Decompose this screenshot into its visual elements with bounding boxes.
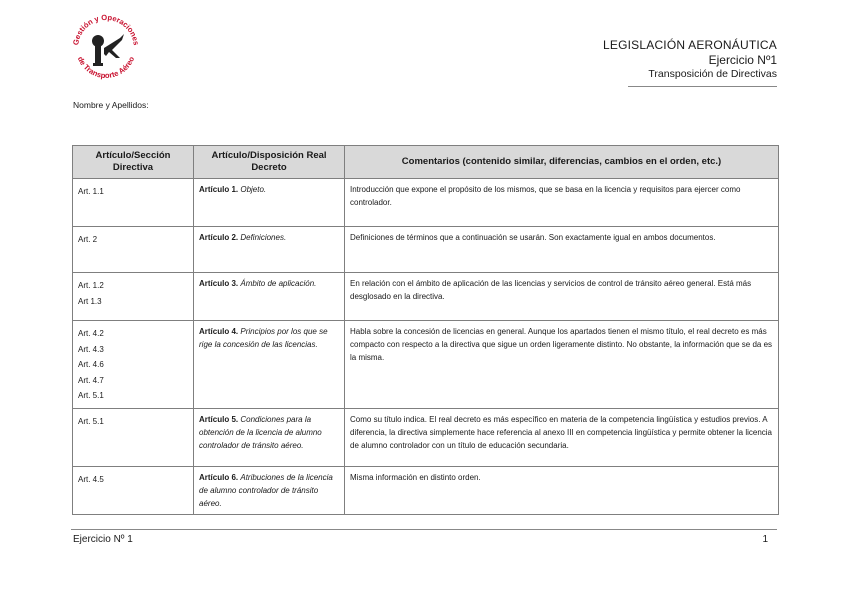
document-header	[603, 38, 777, 81]
directiva-article: Art. 4.7	[78, 375, 104, 385]
logo-emblem	[68, 8, 144, 84]
directiva-cell	[73, 273, 194, 321]
name-label: Nombre y Apellidos:	[73, 100, 149, 110]
logo-text-bottom: de Transporte Aéreo	[75, 55, 137, 81]
decreto-description: Principios por los que se rige la concesión de las licencias.	[199, 327, 328, 349]
footer-divider	[71, 529, 777, 530]
directiva-cell	[73, 179, 194, 227]
directiva-article: Art. 1.1	[78, 187, 104, 196]
decreto-article: Artículo 3.	[199, 279, 239, 288]
comment-cell: Como su título indica. El real decreto es más específico en materia de la competencia lingüística y estudios previos. A diferencia, la directiva simplemente hace referencia al anexo III en competencia lingüística y permite obtener la licencia de alumno controlador con un título de educación secundaria.	[345, 408, 779, 466]
directiva-article: Art. 2	[78, 235, 98, 244]
header-divider	[628, 86, 777, 87]
directiva-article: Art. 5.1	[78, 391, 104, 401]
comment-cell: Definiciones de términos que a continuación se usarán. Son exactamente igual en ambos documentos.	[345, 227, 779, 273]
decreto-cell	[194, 273, 345, 321]
directiva-cell	[73, 466, 194, 514]
column-header-comentarios: Comentarios (contenido similar, diferencias, cambios en el orden, etc.)	[345, 146, 779, 179]
table-row	[73, 408, 779, 466]
table-row	[73, 466, 779, 514]
table-header-row	[73, 146, 779, 179]
document-title: LEGISLACIÓN AERONÁUTICA	[603, 38, 777, 52]
table-row	[73, 321, 779, 409]
decreto-description: Objeto.	[240, 185, 267, 194]
decreto-description: Definiciones.	[240, 233, 287, 242]
decreto-article: Artículo 6.	[199, 472, 239, 482]
control-tower-icon	[92, 35, 104, 66]
decreto-cell	[194, 179, 345, 227]
decreto-cell	[194, 227, 345, 273]
table-row	[73, 273, 779, 321]
table-row	[73, 179, 779, 227]
comment-cell: Habla sobre la concesión de licencias en general. Aunque los apartados tienen el mismo título, el real decreto es más compacto con respecto a la directiva que sigue un orden ligeramente distinto. No obstante, la información que se da es la misma.	[345, 321, 779, 409]
directiva-article: Art. 1.2	[78, 281, 104, 290]
transposition-table	[72, 145, 779, 515]
footer-exercise-label: Ejercicio Nº 1	[73, 534, 133, 545]
logo	[68, 8, 144, 84]
comment-cell: Introducción que expone el propósito de los mismos, que se basa en la licencia y requisitos para ejercer como controlador.	[345, 179, 779, 227]
comment-cell: En relación con el ámbito de aplicación de las licencias y servicios de control de tránsito aéreo general. Está más desglosado en la directiva.	[345, 273, 779, 321]
column-header-directiva: Artículo/Sección Directiva	[73, 146, 194, 179]
decreto-article: Artículo 4.	[199, 327, 239, 336]
document-subtitle: Transposición de Directivas	[648, 68, 777, 80]
directiva-cell	[73, 227, 194, 273]
table-row	[73, 227, 779, 273]
page-number: 1	[762, 534, 768, 545]
directiva-cell	[73, 321, 194, 409]
decreto-article: Artículo 1.	[199, 185, 239, 194]
directiva-article: Art. 5.1	[78, 416, 104, 426]
airplane-icon	[104, 34, 124, 58]
decreto-article: Artículo 2.	[199, 233, 239, 242]
decreto-cell	[194, 321, 345, 409]
decreto-cell	[194, 466, 345, 514]
svg-text:de Transporte Aéreo	[76, 55, 137, 80]
decreto-description: Ámbito de aplicación.	[240, 279, 317, 288]
svg-text:Gestión y Operaciones	[71, 13, 141, 46]
exercise-label: Ejercicio Nº1	[708, 53, 777, 67]
directiva-article: Art. 4.6	[78, 360, 104, 370]
column-header-decreto: Artículo/Disposición Real Decreto	[194, 146, 345, 179]
decreto-article: Artículo 5.	[199, 414, 239, 424]
decreto-cell	[194, 408, 345, 466]
directiva-article: Art. 4.2	[78, 329, 104, 338]
decreto-description: Atribuciones de la licencia de alumno controlador de tránsito aéreo.	[199, 472, 333, 508]
comment-cell: Misma información en distinto orden.	[345, 466, 779, 514]
directiva-article: Art. 4.5	[78, 474, 104, 484]
directiva-article: Art. 4.3	[78, 344, 104, 354]
directiva-article: Art 1.3	[78, 296, 102, 306]
logo-text-top: Gestión y Operaciones	[71, 12, 141, 46]
decreto-description: Condiciones para la obtención de la licencia de alumno controlador de tránsito aéreo.	[199, 414, 322, 450]
directiva-cell	[73, 408, 194, 466]
